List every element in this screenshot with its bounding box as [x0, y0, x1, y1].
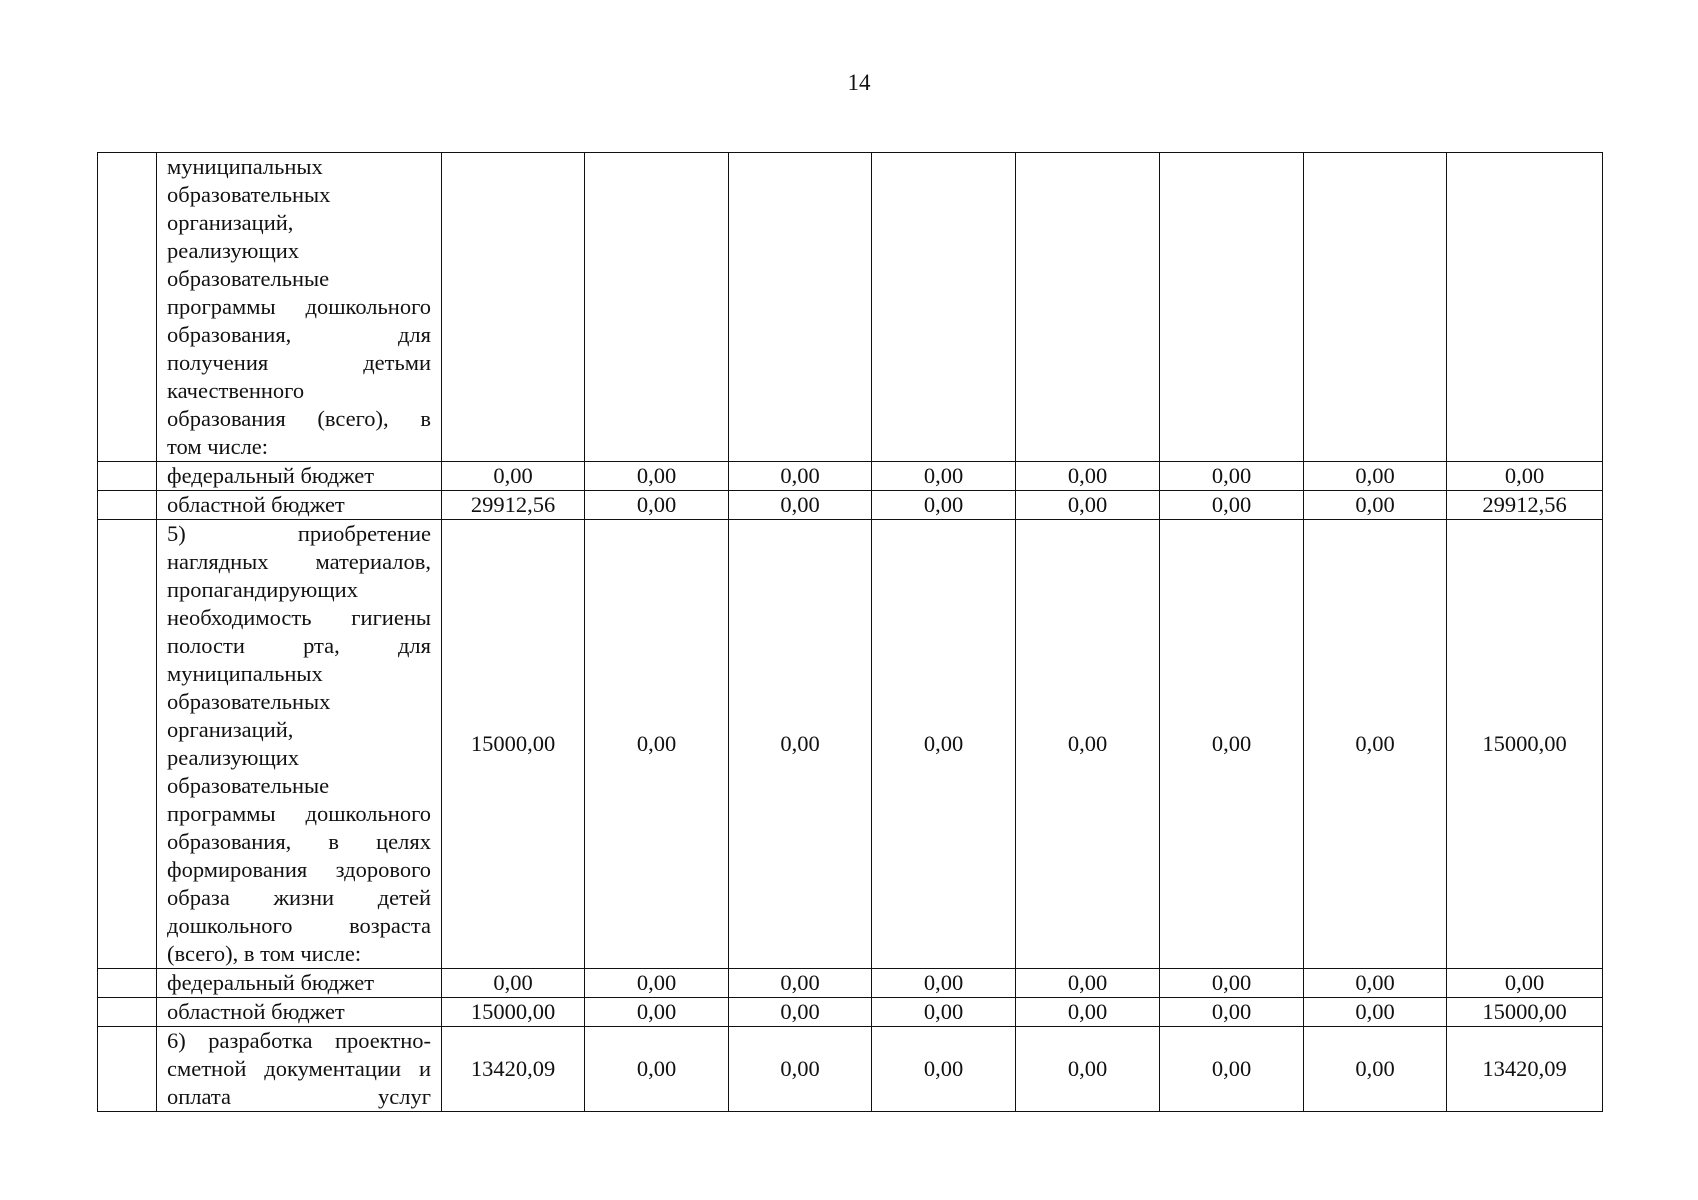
value-cell: 0,00 — [585, 1027, 729, 1112]
budget-table — [97, 152, 1603, 1112]
description-label: областной бюджет — [167, 999, 345, 1024]
value-cell — [1016, 153, 1160, 462]
value-cell: 15000,00 — [442, 520, 585, 969]
value-cell: 0,00 — [1160, 462, 1304, 491]
value-cell: 0,00 — [1304, 1027, 1447, 1112]
value-cell: 0,00 — [585, 998, 729, 1027]
description-line: образования (всего), в — [167, 406, 431, 431]
value-cell: 15000,00 — [1447, 520, 1603, 969]
description-line: 5) приобретение — [167, 521, 431, 546]
description-line: образования, для — [167, 322, 431, 347]
description-line: получения детьми — [167, 350, 431, 375]
row-description-cell — [157, 1027, 442, 1112]
description-label: областной бюджет — [167, 492, 345, 517]
table-row — [98, 462, 1603, 491]
description-line: муниципальных — [167, 154, 323, 179]
value-cell: 0,00 — [872, 1027, 1016, 1112]
description-line: организаций, — [167, 717, 294, 742]
row-description-cell — [157, 462, 442, 491]
table-row — [98, 969, 1603, 998]
value-cell: 0,00 — [1447, 462, 1603, 491]
description-line: дошкольного возраста — [167, 913, 431, 938]
value-cell: 0,00 — [1160, 998, 1304, 1027]
value-cell: 0,00 — [1016, 998, 1160, 1027]
description-line: образовательных — [167, 182, 331, 207]
description-line: образовательные — [167, 266, 330, 291]
description-line: оплата услуг — [167, 1084, 431, 1109]
value-cell — [872, 153, 1016, 462]
value-cell: 0,00 — [442, 462, 585, 491]
value-cell: 0,00 — [585, 491, 729, 520]
table-row — [98, 520, 1603, 969]
value-cell — [729, 153, 872, 462]
value-cell: 0,00 — [872, 491, 1016, 520]
row-description-cell — [157, 491, 442, 520]
value-cell: 0,00 — [872, 462, 1016, 491]
value-cell: 0,00 — [1160, 520, 1304, 969]
value-cell: 0,00 — [1016, 520, 1160, 969]
value-cell: 29912,56 — [442, 491, 585, 520]
value-cell: 0,00 — [729, 1027, 872, 1112]
description-label: федеральный бюджет — [167, 463, 375, 488]
description-line: реализующих — [167, 238, 300, 263]
description-line: сметной документации и — [167, 1056, 431, 1081]
page-number: 14 — [847, 70, 871, 95]
value-cell: 0,00 — [729, 491, 872, 520]
value-cell: 0,00 — [729, 969, 872, 998]
row-number-cell — [98, 1027, 157, 1112]
row-number-cell — [98, 491, 157, 520]
row-number-cell — [98, 520, 157, 969]
row-number-cell — [98, 153, 157, 462]
row-description-cell — [157, 998, 442, 1027]
value-cell: 0,00 — [729, 462, 872, 491]
value-cell — [585, 153, 729, 462]
value-cell: 0,00 — [442, 969, 585, 998]
description-line: образования, в целях — [167, 829, 431, 854]
description-line: (всего), в том числе: — [167, 941, 362, 966]
table-row — [98, 998, 1603, 1027]
row-number-cell — [98, 969, 157, 998]
value-cell: 0,00 — [872, 998, 1016, 1027]
value-cell: 0,00 — [1016, 491, 1160, 520]
value-cell: 29912,56 — [1447, 491, 1603, 520]
description-line: наглядных материалов, — [167, 549, 431, 574]
value-cell: 0,00 — [1160, 969, 1304, 998]
value-cell: 0,00 — [1016, 969, 1160, 998]
value-cell: 0,00 — [1160, 491, 1304, 520]
description-line: организаций, — [167, 210, 294, 235]
table-row — [98, 153, 1603, 462]
value-cell — [1447, 153, 1603, 462]
row-number-cell — [98, 998, 157, 1027]
value-cell: 15000,00 — [1447, 998, 1603, 1027]
value-cell: 0,00 — [1016, 1027, 1160, 1112]
value-cell: 0,00 — [585, 969, 729, 998]
description-line: образа жизни детей — [167, 885, 431, 910]
description-line: пропагандирующих — [167, 577, 358, 602]
row-number-cell — [98, 462, 157, 491]
value-cell: 0,00 — [1304, 491, 1447, 520]
row-description-cell — [157, 520, 442, 969]
description-label: федеральный бюджет — [167, 970, 375, 995]
value-cell: 13420,09 — [1447, 1027, 1603, 1112]
description-line: 6) разработка проектно- — [167, 1028, 431, 1053]
value-cell — [442, 153, 585, 462]
value-cell: 0,00 — [1304, 520, 1447, 969]
description-line: образовательных — [167, 689, 331, 714]
description-line: муниципальных — [167, 661, 323, 686]
description-line: качественного — [167, 378, 305, 403]
description-line: программы дошкольного — [167, 801, 431, 826]
row-description-cell — [157, 969, 442, 998]
description-line: программы дошкольного — [167, 294, 431, 319]
value-cell: 0,00 — [872, 969, 1016, 998]
description-line: том числе: — [167, 434, 269, 459]
value-cell: 15000,00 — [442, 998, 585, 1027]
description-line: формирования здорового — [167, 857, 431, 882]
value-cell: 0,00 — [872, 520, 1016, 969]
value-cell: 0,00 — [1304, 998, 1447, 1027]
description-line: необходимость гигиены — [167, 605, 431, 630]
value-cell: 0,00 — [1160, 1027, 1304, 1112]
value-cell: 13420,09 — [442, 1027, 585, 1112]
value-cell: 0,00 — [1304, 969, 1447, 998]
description-line: реализующих — [167, 745, 300, 770]
value-cell: 0,00 — [585, 520, 729, 969]
value-cell: 0,00 — [1304, 462, 1447, 491]
value-cell: 0,00 — [1447, 969, 1603, 998]
value-cell: 0,00 — [729, 520, 872, 969]
description-line: образовательные — [167, 773, 330, 798]
description-line: полости рта, для — [167, 633, 431, 658]
value-cell: 0,00 — [585, 462, 729, 491]
value-cell: 0,00 — [729, 998, 872, 1027]
table-row — [98, 491, 1603, 520]
table-row — [98, 1027, 1603, 1112]
row-description-cell — [157, 153, 442, 462]
value-cell: 0,00 — [1016, 462, 1160, 491]
value-cell — [1160, 153, 1304, 462]
value-cell — [1304, 153, 1447, 462]
